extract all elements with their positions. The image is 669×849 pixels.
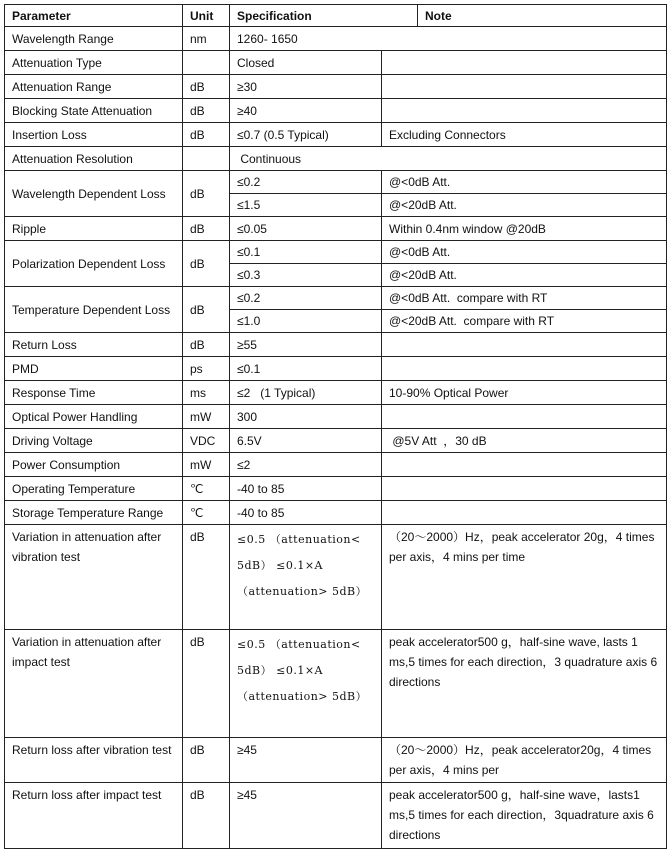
note-cell [382, 99, 667, 123]
unit-cell: dB [183, 738, 230, 783]
note-cell [382, 477, 667, 501]
parameter-cell: Attenuation Resolution [5, 147, 183, 171]
table-row [5, 357, 667, 381]
note-cell [382, 405, 667, 429]
specification-cell: ≤0.1 [230, 241, 382, 264]
parameter-cell: PMD [5, 357, 183, 381]
unit-cell: dB [183, 99, 230, 123]
header-parameter: Parameter [5, 5, 183, 27]
note-cell: Within 0.4nm window @20dB [382, 217, 667, 241]
note-cell [382, 75, 667, 99]
specification-cell: ≤0.2 [230, 171, 382, 194]
table-row [5, 147, 667, 171]
parameter-cell: Wavelength Range [5, 27, 183, 51]
specification-cell: -40 to 85 [230, 477, 382, 501]
parameter-cell: Response Time [5, 381, 183, 405]
table-row [5, 525, 667, 630]
note-cell [382, 357, 667, 381]
specification-cell: ≤0.2 [230, 287, 382, 310]
specification-cell: ≥45 [230, 738, 382, 783]
unit-cell: ℃ [183, 501, 230, 525]
specification-cell: ≤0.5 （attenuation< 5dB） ≤0.1×A（attenuation> 5dB） [230, 630, 382, 738]
specification-cell: ≥45 [230, 783, 382, 849]
unit-cell: nm [183, 27, 230, 51]
unit-cell: mW [183, 405, 230, 429]
note-cell: @<20dB Att. [382, 264, 667, 287]
note-cell [382, 453, 667, 477]
parameter-cell: Optical Power Handling [5, 405, 183, 429]
specification-cell: ≤0.5 （attenuation< 5dB） ≤0.1×A（attenuation> 5dB） [230, 525, 382, 630]
unit-cell: dB [183, 287, 230, 333]
unit-cell: dB [183, 525, 230, 630]
table-header-row [5, 5, 667, 27]
specification-cell: ≤0.3 [230, 264, 382, 287]
unit-cell: mW [183, 453, 230, 477]
unit-cell: dB [183, 241, 230, 287]
table-row [5, 477, 667, 501]
note-cell [382, 51, 667, 75]
specification-cell: 1260- 1650 [230, 27, 667, 51]
note-cell: （20～2000）Hz，peak accelerator20g，4 times per axis，4 mins per [382, 738, 667, 783]
unit-cell: dB [183, 123, 230, 147]
note-cell: @<20dB Att. [382, 194, 667, 217]
note-cell: 10-90% Optical Power [382, 381, 667, 405]
specification-cell: Closed [230, 51, 382, 75]
table-row [5, 99, 667, 123]
unit-cell: dB [183, 217, 230, 241]
note-cell: @<0dB Att. [382, 171, 667, 194]
specification-cell: ≤0.1 [230, 357, 382, 381]
specification-table [4, 4, 667, 849]
note-cell: （20～2000）Hz，peak accelerator 20g，4 times per axis，4 mins per time [382, 525, 667, 630]
table-row [5, 630, 667, 738]
unit-cell: dB [183, 630, 230, 738]
table-row [5, 123, 667, 147]
unit-cell [183, 147, 230, 171]
unit-cell: dB [183, 171, 230, 217]
table-row [5, 287, 667, 310]
specification-cell: ≤1.5 [230, 194, 382, 217]
parameter-cell: Power Consumption [5, 453, 183, 477]
parameter-cell: Wavelength Dependent Loss [5, 171, 183, 217]
parameter-cell: Temperature Dependent Loss [5, 287, 183, 333]
unit-cell [183, 51, 230, 75]
table-row [5, 171, 667, 194]
header-note: Note [418, 5, 667, 27]
note-cell [382, 501, 667, 525]
parameter-cell: Return loss after vibration test [5, 738, 183, 783]
table-row [5, 405, 667, 429]
specification-cell: ≥30 [230, 75, 382, 99]
table-row [5, 51, 667, 75]
specification-cell: ≤2 [230, 453, 382, 477]
specification-cell: ≤0.05 [230, 217, 382, 241]
table-row [5, 738, 667, 783]
note-cell: peak accelerator500 g，half-sine wave, lasts 1 ms,5 times for each direction，3 quadrature axis 6 directions [382, 630, 667, 738]
parameter-cell: Blocking State Attenuation [5, 99, 183, 123]
specification-cell: 300 [230, 405, 382, 429]
table-row [5, 381, 667, 405]
parameter-cell: Return Loss [5, 333, 183, 357]
specification-cell: 6.5V [230, 429, 382, 453]
note-cell: @5V Att ，30 dB [382, 429, 667, 453]
note-cell: @<0dB Att. [382, 241, 667, 264]
parameter-cell: Return loss after impact test [5, 783, 183, 849]
specification-cell: ≤2 (1 Typical) [230, 381, 382, 405]
specification-cell: ≤0.7 (0.5 Typical) [230, 123, 382, 147]
parameter-cell: Attenuation Range [5, 75, 183, 99]
specification-cell: ≤1.0 [230, 310, 382, 333]
note-cell [382, 333, 667, 357]
table-row [5, 217, 667, 241]
specification-cell: ≥40 [230, 99, 382, 123]
note-cell: Excluding Connectors [382, 123, 667, 147]
table-row [5, 241, 667, 264]
specification-cell: -40 to 85 [230, 501, 382, 525]
note-cell: @<20dB Att. compare with RT [382, 310, 667, 333]
parameter-cell: Ripple [5, 217, 183, 241]
note-cell: @<0dB Att. compare with RT [382, 287, 667, 310]
unit-cell: dB [183, 75, 230, 99]
parameter-cell: Variation in attenuation after impact test [5, 630, 183, 738]
parameter-cell: Variation in attenuation after vibration test [5, 525, 183, 630]
parameter-cell: Attenuation Type [5, 51, 183, 75]
parameter-cell: Insertion Loss [5, 123, 183, 147]
table-row [5, 333, 667, 357]
specification-cell: ≥55 [230, 333, 382, 357]
unit-cell: ℃ [183, 477, 230, 501]
note-cell: peak accelerator500 g，half-sine wave，lasts1 ms,5 times for each direction，3quadrature axis 6 directions [382, 783, 667, 849]
table-row [5, 429, 667, 453]
unit-cell: ps [183, 357, 230, 381]
unit-cell: VDC [183, 429, 230, 453]
table-row [5, 783, 667, 849]
parameter-cell: Operating Temperature [5, 477, 183, 501]
unit-cell: ms [183, 381, 230, 405]
specification-cell: Continuous [230, 147, 667, 171]
table-row [5, 501, 667, 525]
unit-cell: dB [183, 783, 230, 849]
table-row [5, 27, 667, 51]
unit-cell: dB [183, 333, 230, 357]
table-row [5, 75, 667, 99]
parameter-cell: Polarization Dependent Loss [5, 241, 183, 287]
header-specification: Specification [230, 5, 418, 27]
table-row [5, 453, 667, 477]
parameter-cell: Driving Voltage [5, 429, 183, 453]
parameter-cell: Storage Temperature Range [5, 501, 183, 525]
header-unit: Unit [183, 5, 230, 27]
